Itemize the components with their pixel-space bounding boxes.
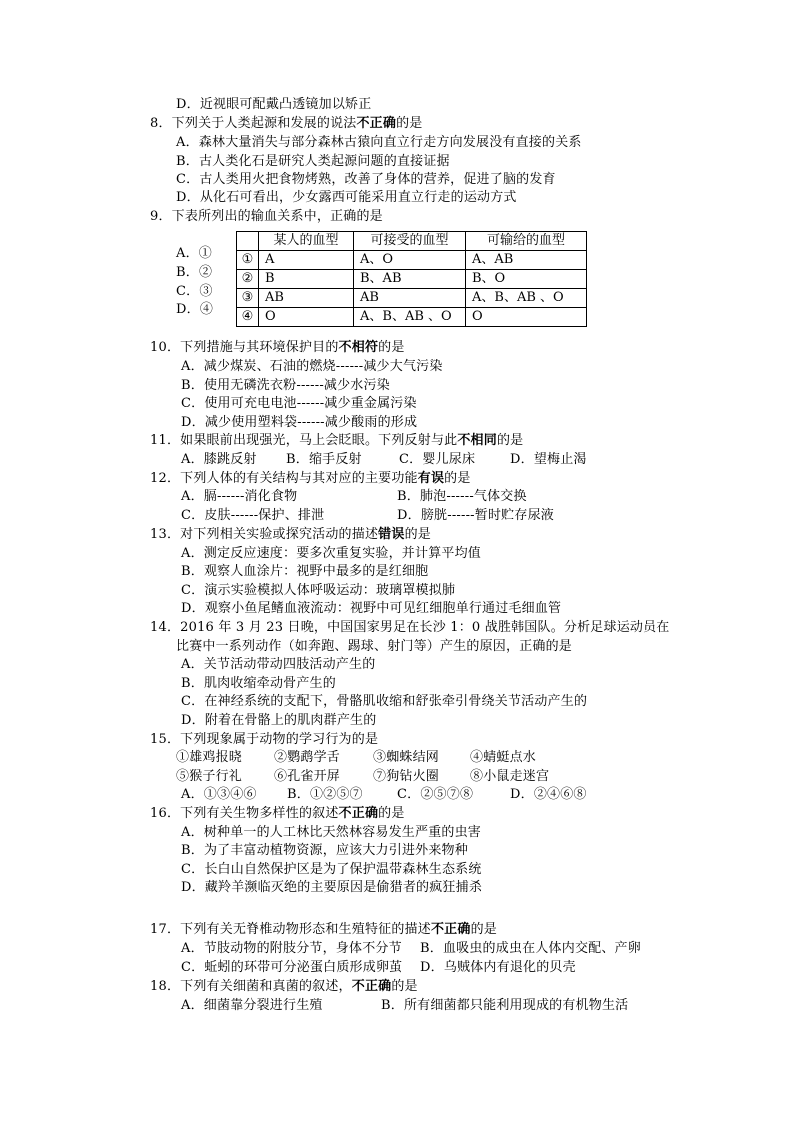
q11-stem-pre: 11．如果眼前出现强光，马上会眨眼。下列反射与此	[150, 433, 458, 448]
q13-stem-post: 的是	[404, 527, 431, 542]
table-cell: A、AB	[466, 251, 587, 270]
q15-item-8: ⑧小鼠走迷宫	[470, 769, 550, 784]
q9-option-b: B．②	[176, 265, 213, 280]
q15-item-3: ③蜘蛛结网	[373, 750, 440, 765]
q14-stem-line2: 比赛中一系列动作（如奔跑、踢球、射门等）产生的原因，正确的是	[176, 639, 573, 654]
q9-option-d: D．④	[176, 302, 214, 317]
q15-item-4: ④蜻蜓点水	[470, 750, 537, 765]
table-header-cell: 某人的血型	[259, 232, 354, 251]
table-row	[237, 289, 587, 308]
table-cell: A	[259, 251, 354, 270]
q17-stem	[150, 921, 497, 939]
q8-option-d: D．从化石可看出，少女露西可能采用直立行走的运动方式	[176, 190, 517, 205]
q16-stem	[150, 805, 405, 823]
q10-option-b: B．使用无磷洗衣粉------减少水污染	[181, 378, 390, 393]
q18-stem	[150, 978, 418, 996]
table-cell: O	[466, 308, 587, 327]
q16-option-c: C．长白山自然保护区是为了保护温带森林生态系统	[181, 862, 482, 877]
q10-stem-post: 的是	[378, 340, 405, 355]
q10-option-d: D．减少使用塑料袋------减少酸雨的形成	[181, 415, 418, 430]
q16-option-a: A．树种单一的人工林比天然林容易发生严重的虫害	[181, 825, 481, 840]
q10-option-c: C．使用可充电电池------减少重金属污染	[181, 396, 417, 411]
q16-stem-post: 的是	[378, 806, 405, 821]
q8-option-b: B．古人类化石是研究人类起源问题的直接证据	[176, 154, 450, 169]
table-cell: B	[259, 270, 354, 289]
q17-stem-emphasis: 不正确	[430, 922, 471, 937]
q12-option-c: C．皮肤------保护、排泄	[181, 508, 325, 523]
q12-option-b: B．肺泡------气体交换	[397, 489, 527, 504]
q18-stem-pre: 18．下列有关细菌和真菌的叙述，	[150, 979, 352, 994]
table-header-cell: 可输给的血型	[466, 232, 587, 251]
q14-stem-line1: 14．2016 年 3 月 23 日晚，中国国家男足在长沙 1：0 战胜韩国队。分析足球运动员在	[150, 620, 670, 635]
table-cell: A、O	[354, 251, 466, 270]
q13-stem-pre: 13．对下列相关实验或探究活动的描述	[150, 527, 379, 542]
q15-item-2: ②鹦鹉学舌	[274, 750, 341, 765]
table-row	[237, 270, 587, 289]
q9-stem: 9．下表所列出的输血关系中，正确的是	[150, 209, 383, 224]
q13-stem	[150, 526, 431, 544]
q12-stem-pre: 12．下列人体的有关结构与其对应的主要功能	[150, 471, 418, 486]
q11-option-a: A．膝跳反射	[181, 452, 257, 467]
q14-option-b: B．肌肉收缩牵动骨产生的	[181, 676, 336, 691]
table-cell: ④	[237, 308, 259, 327]
q17-stem-post: 的是	[470, 922, 497, 937]
q17-option-d: D．乌贼体内有退化的贝壳	[420, 960, 576, 975]
q17-option-b: B．血吸虫的成虫在人体内交配、产卵	[420, 941, 641, 956]
q14-option-c: C．在神经系统的支配下，骨骼肌收缩和舒张牵引骨绕关节活动产生的	[181, 694, 588, 709]
q13-option-d: D．观察小鱼尾鳍血液流动：视野中可见红细胞单行通过毛细血管	[181, 601, 562, 616]
q15-option-a: A．①③④⑥	[181, 787, 257, 802]
q12-option-d: D．膀胱------暂时贮存尿液	[397, 508, 554, 523]
q11-option-b: B．缩手反射	[286, 452, 362, 467]
q11-stem	[150, 432, 523, 450]
table-cell: B、AB	[354, 270, 466, 289]
q8-stem-pre: 8．下列关于人类起源和发展的说法	[150, 116, 357, 131]
table-cell: ③	[237, 289, 259, 308]
q18-option-a: A．细菌靠分裂进行生殖	[181, 998, 323, 1013]
q18-stem-emphasis: 不正确	[351, 979, 392, 994]
q12-stem-post: 的是	[444, 471, 471, 486]
q11-option-d: D．望梅止渴	[510, 452, 587, 467]
q14-option-d: D．附着在骨骼上的肌肉群产生的	[181, 713, 377, 728]
q16-stem-pre: 16．下列有关生物多样性的叙述	[150, 806, 339, 821]
q10-stem-pre: 10．下列措施与其环境保护目的	[150, 340, 339, 355]
q10-stem	[150, 339, 405, 357]
q8-stem-post: 的是	[396, 116, 423, 131]
q18-option-b: B．所有细菌都只能利用现成的有机物生活	[381, 998, 629, 1013]
q15-item-5: ⑤猴子行礼	[176, 769, 243, 784]
table-cell: B、O	[466, 270, 587, 289]
q13-option-b: B．观察人血涂片：视野中最多的是红细胞	[181, 564, 429, 579]
q7-option-d: D．近视眼可配戴凸透镜加以矫正	[176, 97, 372, 112]
q17-option-a: A．节肢动物的附肢分节，身体不分节	[181, 941, 402, 956]
q9-option-c: C．③	[176, 284, 213, 299]
q11-option-c: C．婴儿尿床	[399, 452, 476, 467]
q18-stem-post: 的是	[391, 979, 418, 994]
q9-option-a: A．①	[176, 246, 212, 261]
q13-option-a: A．测定反应速度：要多次重复实验，并计算平均值	[181, 546, 481, 561]
table-cell: AB	[354, 289, 466, 308]
q15-stem: 15．下列现象属于动物的学习行为的是	[150, 732, 379, 747]
table-row	[237, 308, 587, 327]
q17-stem-pre: 17．下列有关无脊椎动物形态和生殖特征的描述	[150, 922, 431, 937]
q8-option-c: C．古人类用火把食物烤熟，改善了身体的营养，促进了脑的发育	[176, 172, 556, 187]
q15-item-7: ⑦狗钻火圈	[373, 769, 440, 784]
q15-option-d: D．②④⑥⑧	[510, 787, 587, 802]
q12-stem-emphasis: 有误	[417, 471, 445, 486]
q12-option-a: A．膈------消化食物	[181, 489, 298, 504]
table-row	[237, 251, 587, 270]
q14-option-a: A．关节活动带动四肢活动产生的	[181, 657, 376, 672]
q17-option-c: C．蚯蚓的环带可分泌蛋白质形成卵茧	[181, 960, 403, 975]
blood-type-table	[236, 231, 587, 327]
q16-option-b: B．为了丰富动植物资源，应该大力引进外来物种	[181, 843, 468, 858]
q12-stem	[150, 470, 471, 488]
q16-stem-emphasis: 不正确	[338, 806, 379, 821]
q16-option-d: D．藏羚羊濒临灭绝的主要原因是偷猎者的疯狂捕杀	[181, 880, 483, 895]
q10-option-a: A．减少煤炭、石油的燃烧------减少大气污染	[181, 359, 443, 374]
q13-option-c: C．演示实验模拟人体呼吸运动：玻璃罩模拟肺	[181, 583, 456, 598]
table-cell: A、B、AB 、O	[354, 308, 466, 327]
q15-item-1: ①雄鸡报晓	[176, 750, 243, 765]
q13-stem-emphasis: 错误	[378, 527, 405, 542]
q8-option-a: A．森林大量消失与部分森林古猿向直立行走方向发展没有直接的关系	[176, 135, 582, 150]
table-cell: A、B、AB 、O	[466, 289, 587, 308]
table-header-row	[237, 232, 587, 251]
q11-stem-emphasis: 不相同	[457, 433, 497, 448]
table-cell: O	[259, 308, 354, 327]
table-cell: AB	[259, 289, 354, 308]
q15-option-c: C．②⑤⑦⑧	[397, 787, 474, 802]
q8-stem-emphasis: 不正确	[356, 116, 397, 131]
q10-stem-emphasis: 不相符	[338, 340, 379, 355]
q15-item-6: ⑥孔雀开屏	[274, 769, 341, 784]
q11-stem-post: 的是	[496, 433, 524, 448]
q15-option-b: B．①②⑤⑦	[287, 787, 363, 802]
table-cell: ①	[237, 251, 259, 270]
table-header-cell: 可接受的血型	[354, 232, 466, 251]
table-header-cell	[237, 232, 259, 251]
table-cell: ②	[237, 270, 259, 289]
q8-stem	[150, 115, 423, 133]
